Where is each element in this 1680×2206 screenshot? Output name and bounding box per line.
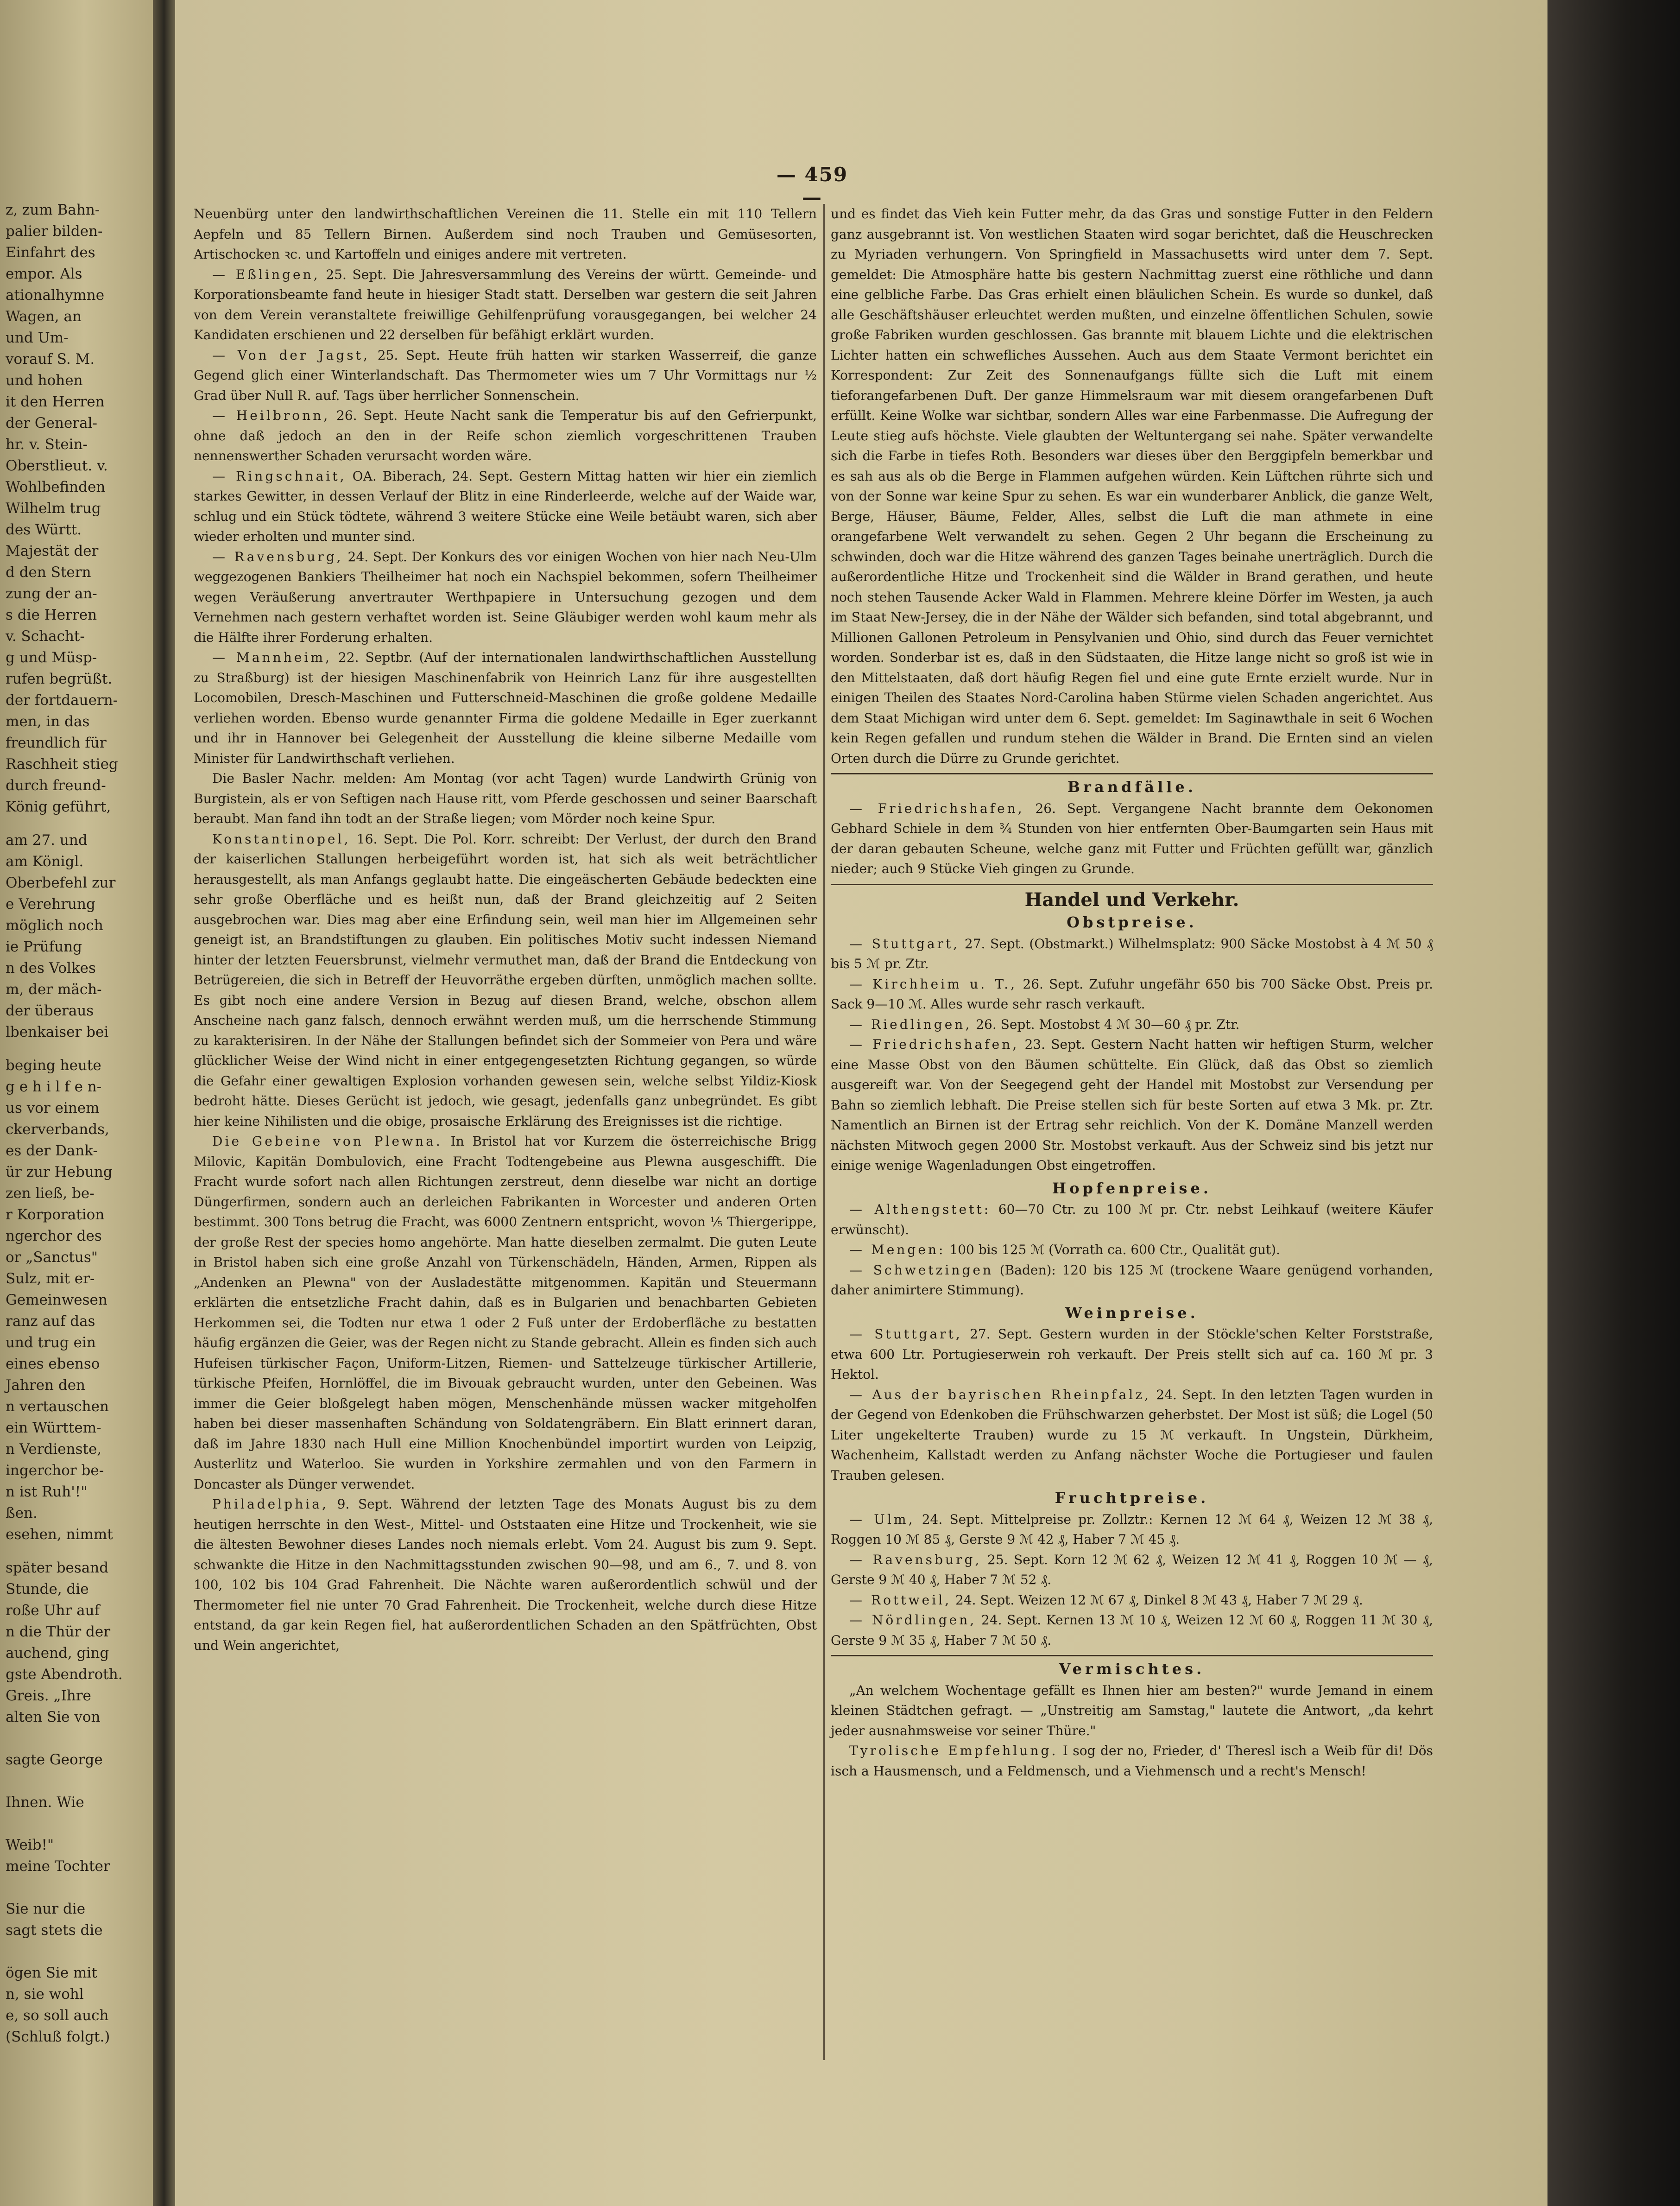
left-page-line: möglich noch [6, 917, 103, 934]
article-paragraph [194, 829, 817, 1132]
article-dateline: Philadelphia, [212, 1496, 328, 1512]
left-page-line: Raschheit stieg [6, 756, 118, 773]
left-page-line: g und Müsp- [6, 649, 97, 666]
left-page-line: Greis. „Ihre [6, 1687, 91, 1704]
left-page-line: r Korporation [6, 1206, 105, 1223]
article-paragraph [831, 1741, 1433, 1781]
article-paragraph [831, 974, 1433, 1014]
article-paragraph [831, 1014, 1433, 1035]
left-page-line: und trug ein [6, 1334, 96, 1351]
left-page-line: König geführt, [6, 799, 111, 815]
article-body: In Bristol hat vor Kurzem die österreichische Brigg Milovic, Kapitän Dombulovich, eine Fracht Todtengebeine aus Plewna ausgeschifft. Die Fracht wurde sofort nach allen Richtungen zerstreut, denn dieselbe war nicht an dortige Düngerfirmen, sondern auch an derleichen Fabrikanten in Worcester und anderen Orten bestimmt. 300 Tons betrug die Fracht, was 6000 Zentnern entspricht, wovon ⅕ Thiergerippe, der große Rest der species homo angehörte. Man hatte dieselben zermalmt. Die guten Leute in Bristol haben sich eine große Anzahl von Türkenschädeln, Händen, Armen, Rippen als „Andenken an Plewna" von der Ausladestätte mitgenommen. Kapitän und Steuermann erklärten die entsetzliche Fracht dahin, daß es in Bulgarien und benachbarten Gebieten Herkommen sei, die Todten nur etwa 1 oder 2 Fuß unter der Erdoberfläche zu bestatten häufig ergänzen die Geier, was der Regen nicht zu Stande gebracht. Allein es finden sich auch Hufeisen türkischer Façon, Uniform-Litzen, Riemen- und Sattelzeuge türkischer Artillerie, türkische Pfeifen, Hornlöffel, die im Bivouak gebraucht wurden, unter den Gebeinen. Was immer die Geier bloßgelegt haben mögen, Menschenhände müssen wacker mitgeholfen haben bei dieser massenhaften Schändung von Soldatengräbern. Ein Blatt erinnert daran, daß im Jahre 1830 nach Hull eine Million Knochenbündel importirt wurden von Leipzig, Austerlitz und Waterloo. Sie wurden in Yorkshire zermahlen und von den Farmern in Doncaster als Dünger verwendet. [194, 1134, 817, 1492]
article-body: 60—70 Ctr. zu 100 ℳ pr. Ctr. nebst Leihkauf (weitere Käufer erwünscht). [831, 1202, 1434, 1237]
left-page-line: esehen, nimmt [6, 1526, 113, 1543]
left-page-line: ationalhymne [6, 287, 105, 304]
article-paragraph [831, 934, 1433, 974]
section-obstpreise [831, 934, 1433, 1176]
left-page-line: des Württ. [6, 521, 82, 538]
left-page-line: men, in das [6, 713, 90, 730]
article-body: OA. Biberach, 24. Sept. Gestern Mittag hatten wir hier ein ziemlich starkes Gewitter, in dessen Verlauf der Blitz in eine Rinderleerde, welche auf der Waide war, schlug und ein Stück tödtete, während 3 weitere Stücke eine Weile betäubt waren, sich aber wieder erholten und munter sind. [194, 468, 817, 544]
section-title-hopfen: Hopfenpreise. [1052, 1179, 1212, 1197]
article-dateline: — Von der Jagst, [212, 347, 370, 363]
article-body: 26. Sept. Mostobst 4 ℳ 30—60 ₰ pr. Ztr. [972, 1016, 1240, 1032]
left-page-line: ngerchor des [6, 1228, 102, 1244]
section-rule [831, 1655, 1433, 1656]
left-page-line: Wilhelm trug [6, 500, 101, 517]
left-column [194, 204, 817, 1655]
left-page-line: ckerverbands, [6, 1121, 109, 1138]
left-page-line: (Schluß folgt.) [6, 2029, 110, 2045]
left-page-line: sagt stets die [6, 1922, 103, 1939]
left-page-line: m, der mäch- [6, 981, 102, 998]
left-page-line: vorauf S. M. [6, 351, 95, 368]
article-paragraph [831, 1260, 1433, 1300]
article-dateline: — Riedlingen, [849, 1016, 972, 1032]
left-page-line: roße Uhr auf [6, 1602, 100, 1619]
article-dateline: — Ulm, [849, 1511, 915, 1527]
left-page-line: durch freund- [6, 777, 106, 794]
book-edge [1547, 0, 1680, 2206]
left-page-line: Wohlbefinden [6, 479, 106, 495]
section-title-obst: Obstpreise. [1067, 913, 1197, 931]
article-paragraph [194, 204, 817, 265]
article-dateline: — Friedrichshafen, [849, 1037, 1019, 1052]
left-page-line: und Um- [6, 330, 69, 346]
article-dateline: Konstantinopel, [212, 831, 351, 847]
left-page-line: meine Tochter [6, 1858, 110, 1875]
left-page-line: ßen. [6, 1505, 38, 1521]
left-page-line: eines ebenso [6, 1356, 100, 1372]
article-body: 25. Sept. Die Jahresversammlung des Vereins der württ. Gemeinde- und Korporationsbeamte fand heute in hiesiger Stadt statt. Derselben war gestern die seit Jahren von dem Verein veranstaltete freiwillige Gehilfenprüfung vorausgegangen, bei welcher 24 Kandidaten erschienen und 22 derselben für befähigt erklärt wurden. [194, 266, 817, 342]
section-vermischtes [831, 1680, 1433, 1781]
left-page-line: rufen begrüßt. [6, 671, 113, 687]
left-page-line: ingerchor be- [6, 1462, 104, 1479]
section-title-wein: Weinpreise. [1065, 1304, 1199, 1322]
article-body: (Baden): 120 bis 125 ℳ (trockene Waare genügend vorhanden, daher animirtere Stimmung). [831, 1262, 1433, 1298]
article-paragraph [194, 1131, 817, 1494]
article-body: 100 bis 125 ℳ (Vorrath ca. 600 Ctr., Qualität gut). [945, 1242, 1281, 1257]
left-page-line: n, sie wohl [6, 1986, 84, 2003]
left-page-line: or „Sanctus" [6, 1249, 98, 1266]
article-body: 24. Sept. Mittelpreise pr. Zollztr.: Kernen 12 ℳ 64 ₰, Weizen 12 ℳ 38 ₰, Roggen 10 ℳ 85 ₰, Gerste 9 ℳ 42 ₰, Haber 7 ℳ 45 ₰. [831, 1511, 1433, 1547]
facing-page-left [0, 0, 153, 2206]
article-dateline: — Kirchheim u. T., [849, 976, 1017, 992]
left-page-line: Gemeinwesen [6, 1292, 107, 1308]
article-paragraph [194, 345, 817, 406]
article-body: 26. Sept. Vergangene Nacht brannte dem Oekonomen Gebhard Schiele in dem ¾ Stunden von hier entfernten Ober-Baumgarten sein Haus mit der daran gebauten Scheune, welche ganz mit Futter und Früchten gefüllt war, gänzlich nieder; auch 9 Stücke Vieh gingen zu Grunde. [831, 800, 1433, 876]
book-gutter [153, 0, 175, 2206]
article-dateline: — Stuttgart, [849, 936, 960, 951]
left-page-line: hr. v. Stein- [6, 436, 88, 453]
left-page-line: am 27. und [6, 832, 88, 849]
left-page-line: palier bilden- [6, 223, 103, 240]
article-body: 27. Sept. (Obstmarkt.) Wilhelmsplatz: 900 Säcke Mostobst à 4 ℳ 50 ₰ bis 5 ℳ pr. Ztr. [831, 936, 1433, 971]
article-dateline: — Heilbronn, [212, 408, 330, 423]
left-page-line: v. Schacht- [6, 628, 85, 645]
left-page-line: Wagen, an [6, 308, 82, 325]
left-page-line: ein Württem- [6, 1420, 101, 1436]
left-page-line: freundlich für [6, 735, 107, 751]
article-paragraph [194, 647, 817, 768]
left-page-line: sagte George [6, 1751, 103, 1768]
left-page-line: n die Thür der [6, 1623, 111, 1640]
left-page-line: n vertauschen [6, 1398, 109, 1415]
left-page-line: Jahren den [6, 1377, 86, 1394]
article-paragraph [194, 406, 817, 466]
left-page-line: z, zum Bahn- [6, 202, 100, 218]
article-body: 24. Sept. Weizen 12 ℳ 67 ₰, Dinkel 8 ℳ 43 ₰, Haber 7 ℳ 29 ₰. [951, 1592, 1363, 1608]
left-page-line: zung der an- [6, 585, 97, 602]
article-body: Neuenbürg unter den landwirthschaftlichen Vereinen die 11. Stelle ein mit 110 Tellern Aepfeln und 85 Tellern Birnen. Außerdem sind noch Trauben und Gemüsesorten, Artischocken ꝛc. und Kartoffeln und einiges andere mit vertreten. [194, 206, 817, 262]
article-dateline: — Schwetzingen [849, 1262, 994, 1278]
section-title-vermischtes: Vermischtes. [1059, 1660, 1205, 1678]
left-page-line: ranz auf das [6, 1313, 95, 1330]
left-page-line: es der Dank- [6, 1142, 98, 1159]
article-dateline: — Ravensburg, [212, 549, 343, 564]
article-body: 16. Sept. Die Pol. Korr. schreibt: Der Verlust, der durch den Brand der kaiserlichen Stallungen herbeigeführt worden ist, hat sich als weit beträchtlicher herausgestellt, als man Anfangs geglaubt hatte. Die eingeäscherten Gebäude bedeckten eine sehr große Oberfläche und es heißt nun, daß der Brand gleichzeitig auf 2 Seiten ausgebrochen war. Dies mag aber eine Erfindung sein, weil man hier im Allgemeinen sehr geneigt ist, an Brandstiftungen zu glauben. Ein politisches Motiv sucht indessen Niemand hinter der letzten Feuersbrunst, vielmehr vermuthet man, daß der Brand die Entdeckung von Betrügereien, die sich in Betreff der Heuvorräthe ergeben dürften, unmöglich machen sollte. Es gibt noch eine andere Version in Bezug auf diesen Brand, welche, obschon allem Anscheine nach ganz falsch, dennoch erwähnt werden muß, um die herrschende Stimmung zu karakterisiren. In der Nähe der Stallungen befindet sich der Sommeier von Pera und wäre glücklicher Weise der Wind nicht in einer entgegengesetzten Richtung gegangen, so würde die Gefahr einer gewaltigen Explosion vorhanden gewesen sein, welche selbst Yildiz-Kiosk bedroht hätte. Dieses Gerücht ist jedoch, wie gesagt, jedenfalls ganz unbegründet. Es gibt hier keine Nihilisten und die obige, prosaische Erklärung des Ereignisses ist die richtige. [194, 831, 817, 1129]
left-page-line: gste Abendroth. [6, 1666, 123, 1683]
left-page-line: Weib!" [6, 1837, 54, 1853]
article-body: 25. Sept. Korn 12 ℳ 62 ₰, Weizen 12 ℳ 41 ₰, Roggen 10 ℳ — ₰, Gerste 9 ℳ 40 ₰, Haber 7 ℳ 52 ₰. [831, 1552, 1434, 1587]
article-dateline: — Ravensburg, [849, 1552, 982, 1567]
article-continuation: und es findet das Vieh kein Futter mehr, da das Gras und sonstige Futter in den Feldern ganz ausgebrannt ist. Von westlichen Staaten wird sogar berichtet, daß die Heuschrecken zu Myriaden verhungern. Von Springfield in Massachusetts wird unter dem 7. Sept. gemeldet: Die Atmosphäre hatte bis gestern Nachmittag zuerst eine röthliche und dann eine gelbliche Farbe. Das Gras erhielt einen bläulichen Schein. Es wurde so dunkel, daß alle Geschäftshäuser erleuchtet werden mußten, und einzelne öffentlichen Schulen, sowie große Fabriken wurden geschlossen. Gas brannte mit blauem Lichte und die elektrischen Lichter hatten ein schwefliches Aussehen. Auch aus dem Staate Vermont berichtet ein Korrespondent: Zur Zeit des Sonnenaufgangs füllte sich die Luft mit einem tieforangefarbenen Duft. Der ganze Himmelsraum war mit diesem orangefarbenen Duft erfüllt. Keine Wolke war sichtbar, sondern Alles war eine Farbenmasse. Die Aufregung der Leute stieg aufs höchste. Viele glaubten der Weltuntergang sei nahe. Später verwandelte sich die Farbe in tiefes Roth. Besonders war dieses über den Berggipfeln bemerkbar und es sah aus als ob die Berge in Flammen aufgehen würden. Kein Lüftchen rührte sich und von der Sonne war keine Spur zu sehen. Es war ein wunderbarer Anblick, die ganze Welt, Berge, Häuser, Bäume, Felder, Alles, selbst die Luft die man athmete in eine orangefarbene Welt verwandelt zu sehen. Gegen 2 Uhr begann die Erscheinung zu schwinden, doch war die Hitze während des ganzen Tages beinahe unerträglich. Durch die außerordentliche Hitze und Trockenheit sind die Wälder in Brand gerathen, und heute noch stehen Tausende Acker Wald in Flammen. Mehrere kleine Dörfer im Westen, ja auch im Staat New-Jersey, die in der Nähe der Wälder sich befanden, sind total abgebrannt, und Millionen Gallonen Petroleum in Pensylvanien und Ohio, sind durch das Feuer vernichtet worden. Sonderbar ist es, daß in den Südstaaten, die Hitze lange nicht so groß ist wie in den Mittelstaaten, daß dort häufig Regen fiel und eine gute Ernte erzielt wurde. Nur in einigen Theilen des Staates Nord-Carolina haben Stürme vielen Schaden angerichtet. Aus dem Staat Michigan wird unter dem 6. Sept. gemeldet: Im Saginawthale in seit 6 Wochen kein Regen gefallen und rundum stehen die Wälder in Brand. Die Ernten sind an vielen Orten durch die Dürre zu Grunde gerichtet. [831, 206, 1433, 766]
article-dateline: — Mannheim, [212, 650, 332, 665]
article-paragraph [194, 265, 817, 345]
article-paragraph [831, 799, 1433, 879]
article-body: 24. Sept. Der Konkurs des vor einigen Wochen von hier nach Neu-Ulm weggezogenen Bankiers Theilheimer hat noch ein Nachspiel bekommen, sofern Theilheimer wegen Veräußerung anvertrauter Werthpapiere in Untersuchung gezogen und dem Vernehmen nach gestern verhaftet worden ist. Seine Gläubiger werden wohl kaum mehr als die Hälfte ihrer Forderung erhalten. [194, 549, 817, 645]
left-page-line: ögen Sie mit [6, 1965, 97, 1981]
left-page-line: n Verdienste, [6, 1441, 102, 1458]
left-page-line: n des Volkes [6, 960, 96, 976]
article-body: „An welchem Wochentage gefällt es Ihnen hier am besten?" wurde Jemand in einem kleinen Städtchen gefragt. — „Unstreitig am Samstag," lautete die Antwort, „da kehrt jeder ausnahmsweise vor seiner Thüre." [831, 1682, 1433, 1738]
section-fruchtpreise [831, 1509, 1433, 1651]
article-dateline: — Friedrichshafen, [849, 800, 1024, 816]
article-paragraph [831, 1385, 1433, 1486]
left-page-line: e Verehrung [6, 896, 95, 913]
left-page-line: e, so soll auch [6, 2007, 109, 2024]
article-paragraph [831, 1324, 1433, 1385]
left-page-line: alten Sie von [6, 1709, 101, 1725]
article-dateline: — Eßlingen, [212, 266, 320, 282]
article-dateline: — Mengen: [849, 1242, 946, 1257]
article-dateline: — Nördlingen, [849, 1612, 977, 1628]
article-body: 9. Sept. Während der letzten Tage des Monats August bis zu dem heutigen herrschte in den West-, Mittel- und Oststaaten eine Hitze und Trockenheit, wie sie die ältesten Bewohner dieses Landes noch niemals erlebt. Vom 24. August bis zum 9. Sept. schwankte die Hitze in den Nachmittagsstunden zwischen 90—98, und am 6., 7. und 8. von 100, 102 bis 104 Grad Fahrenheit. Die Nächte waren außerordentlich schwül und der Thermometer fiel nie unter 70 Grad Fahrenheit. Die Trockenheit, welche durch diese Hitze entstand, da gar kein Regen fiel, hat außerordentlichen Schaden an den Spätfrüchten, Obst und Wein angerichtet, [194, 1496, 817, 1653]
left-page-line: ür zur Hebung [6, 1164, 113, 1180]
article-dateline: — Ringschnait, [212, 468, 347, 484]
article-dateline: Die Gebeine von Plewna. [212, 1134, 442, 1149]
left-page-line: Sulz, mit er- [6, 1270, 95, 1287]
section-brandfaelle [831, 799, 1433, 879]
left-page-line: am Königl. [6, 853, 84, 870]
left-page-line: ie Prüfung [6, 938, 82, 955]
article-paragraph [194, 547, 817, 648]
article-paragraph [831, 1590, 1433, 1610]
article-dateline: Tyrolische Empfehlung. [849, 1743, 1058, 1758]
left-page-line: der überaus [6, 1002, 94, 1019]
article-paragraph [831, 1509, 1433, 1550]
article-body: Die Basler Nachr. melden: Am Montag (vor acht Tagen) wurde Landwirth Grünig von Burgistein, als er von Seftigen nach Hause ritt, vom Pferde geschossen und seiner Baarschaft beraubt. Man fand ihn todt an der Straße liegen; vom Mörder noch keine Spur. [194, 771, 817, 826]
section-hopfenpreise [831, 1199, 1433, 1300]
left-page-line: Stunde, die [6, 1581, 89, 1597]
left-page-line: Ihnen. Wie [6, 1794, 84, 1811]
article-body: 25. Sept. Heute früh hatten wir starken Wasserreif, die ganze Gegend glich einer Winterlandschaft. Das Thermometer wies um 7 Uhr Vormittags nur ½ Grad über Null R. auf. Tags über herrlicher Sonnenschein. [194, 347, 817, 403]
left-page-line: Oberbefehl zur [6, 875, 116, 891]
left-page-line: d den Stern [6, 564, 91, 581]
article-paragraph [194, 466, 817, 547]
article-dateline: — Aus der bayrischen Rheinpfalz, [849, 1387, 1151, 1402]
left-page-line: beging heute [6, 1057, 101, 1074]
section-weinpreise [831, 1324, 1433, 1485]
left-page-line: n ist Ruh'!" [6, 1483, 88, 1500]
left-page-line: Einfahrt des [6, 244, 95, 261]
article-dateline: — Stuttgart, [849, 1326, 962, 1342]
left-page-line: später besand [6, 1559, 109, 1576]
article-body: 23. Sept. Gestern Nacht hatten wir heftigen Sturm, welcher eine Masse Obst von den Bäumen schüttelte. Ein Glück, daß das Obst so ziemlich ausgereift war. Von der Seegegend geht der Handel mit Mostobst zur Versendung per Bahn so ziemlich lebhaft. Die Preise stellen sich für beste Sorten auf etwa 3 Mk. pr. Ztr. Namentlich an Birnen ist der Ertrag sehr reichlich. Von der K. Domäne Manzell werden nächsten Mitwoch gegen 2000 Str. Mostobst verkauft. Aus der Schweiz sind bis jetzt nur einige wenige Wagenladungen Obst eingetroffen. [831, 1037, 1433, 1173]
section-rule [831, 773, 1433, 774]
article-paragraph [831, 1199, 1433, 1240]
right-column [831, 204, 1433, 1781]
section-rule [831, 884, 1433, 885]
newspaper-page [175, 0, 1547, 2206]
article-paragraph [831, 1680, 1433, 1741]
left-page-line: auchend, ging [6, 1645, 109, 1661]
article-body: 27. Sept. Gestern wurden in der Stöckle'schen Kelter Forststraße, etwa 600 Ltr. Portugieserwein roh verkauft. Der Preis stellt sich auf ca. 160 ℳ pr. 3 Hektol. [831, 1326, 1433, 1382]
left-page-line: lbenkaiser bei [6, 1024, 109, 1040]
article-paragraph [831, 1610, 1433, 1650]
article-body: 24. Sept. Kernen 13 ℳ 10 ₰, Weizen 12 ℳ 60 ₰, Roggen 11 ℳ 30 ₰, Gerste 9 ℳ 35 ₰, Haber 7 ℳ 50 ₰. [831, 1612, 1433, 1648]
left-page-line: zen ließ, be- [6, 1185, 95, 1202]
left-page-line: Sie nur die [6, 1901, 86, 1917]
left-page-line: us vor einem [6, 1100, 100, 1116]
article-dateline: — Rottweil, [849, 1592, 952, 1608]
article-body: I sog der no, Frieder, d' Theresl isch a Weib für di! Dös isch a Hausmensch, und a Feldmensch, und a Viehmensch und a recht's Mensch! [831, 1743, 1433, 1779]
article-body: 22. Septbr. (Auf der internationalen landwirthschaftlichen Ausstellung zu Straßburg) ist der hiesigen Maschinenfabrik von Heinrich Lanz für ihre ausgestellten Locomobilen, Dresch-Maschinen und Futterschneid-Maschinen die große goldene Medaille verliehen worden. Ebenso wurde genannter Firma die goldene Medaille in Eger zuerkannt und ihr in Hannover bei Gelegenheit der Ausstellung die kleine silberne Medaille vom Minister für Landwirthschaft verliehen. [194, 650, 817, 766]
column-divider [823, 204, 825, 2060]
article-body: 24. Sept. In den letzten Tagen wurden in der Gegend von Edenkoben die Frühschwarzen geherbstet. Der Most ist süß; die Logel (50 Liter ungekelterte Trauben) wurde zu 15 ℳ verkauft. In Ungstein, Dürkheim, Wachenheim, Kallstadt werden zu Anfang nächster Woche die Portugieser und faulen Trauben gelesen. [831, 1387, 1433, 1483]
left-page-line: s die Herren [6, 607, 97, 623]
page-number: — 459 — [776, 163, 848, 209]
left-page-line: der fortdauern- [6, 692, 118, 709]
left-page-line: Oberstlieut. v. [6, 457, 108, 474]
section-title-brandfaelle: Brandfälle. [1067, 778, 1197, 796]
left-page-line: empor. Als [6, 266, 82, 282]
section-title-handel: Handel und Verkehr. [1024, 888, 1239, 911]
article-paragraph [831, 1034, 1433, 1176]
left-page-line: g e h i l f e n- [6, 1078, 102, 1095]
article-body: 26. Sept. Zufuhr ungefähr 650 bis 700 Säcke Obst. Preis pr. Sack 9—10 ℳ. Alles wurde sehr rasch verkauft. [831, 976, 1433, 1012]
article-body: 26. Sept. Heute Nacht sank die Temperatur bis auf den Gefrierpunkt, ohne daß jedoch an den in der Reife schon ziemlich vorgeschrittenen Trauben nennenswerther Schaden verursacht worden wäre. [194, 408, 817, 463]
left-page-line: it den Herren [6, 393, 105, 410]
article-paragraph [194, 768, 817, 829]
article-paragraph [831, 1550, 1433, 1590]
article-paragraph [194, 1494, 817, 1655]
article-paragraph [831, 1240, 1433, 1260]
left-page-line: und hohen [6, 372, 83, 389]
left-page-line: der General- [6, 415, 97, 431]
left-page-line: Majestät der [6, 543, 99, 559]
article-dateline: — Althengstett: [849, 1202, 991, 1217]
section-title-frucht: Fruchtpreise. [1055, 1489, 1209, 1507]
